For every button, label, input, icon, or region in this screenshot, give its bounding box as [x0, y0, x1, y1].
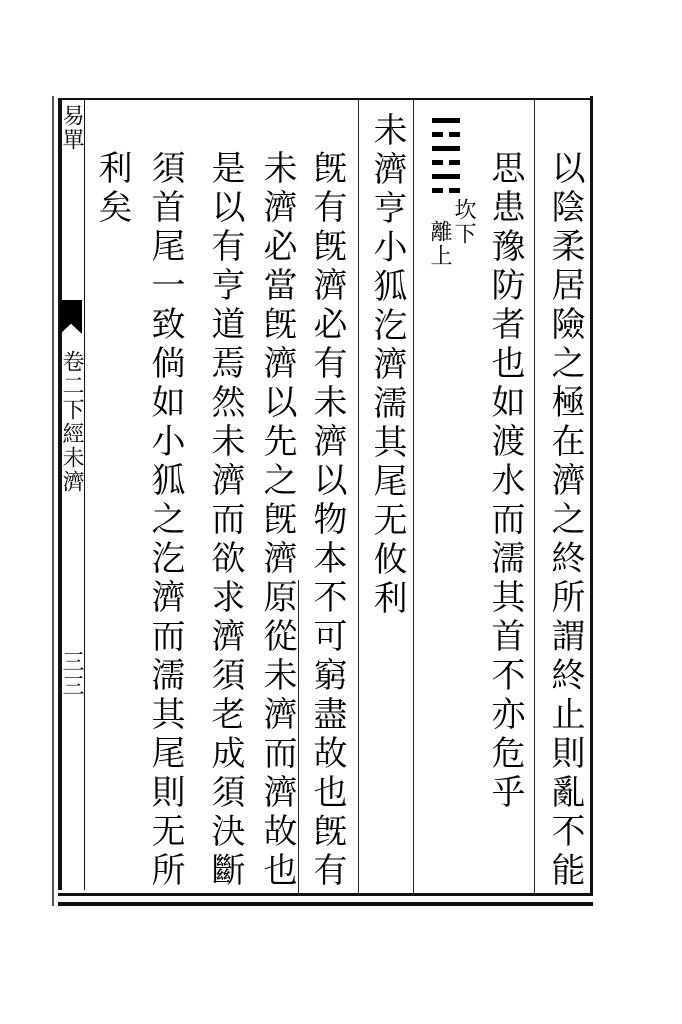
column-separator	[298, 580, 299, 893]
text-column-5: 未濟必當旣濟以先之旣濟原從未濟而濟故也	[257, 150, 297, 891]
text-column-4: 旣有旣濟必有未濟以物本不可窮盡故也旣有	[307, 150, 347, 891]
frame-bottom	[58, 893, 593, 896]
text-column-1: 以陰柔居險之極在濟之終所謂終止則亂不能	[545, 150, 585, 891]
frame-right	[590, 96, 593, 896]
text-column-6: 是以有亨道焉然未濟而欲求濟須老成須決斷	[205, 150, 245, 891]
text-column-2: 思患豫防者也如渡水而濡其首不亦危乎	[485, 150, 525, 813]
margin-top-label: 易單	[59, 104, 84, 152]
column-separator	[358, 100, 359, 893]
margin-page-number: 三三	[59, 650, 84, 698]
hexagram-lower-note: 坎下	[451, 198, 476, 246]
column-separator	[534, 100, 535, 893]
margin-section-label: 卷二下經未濟	[59, 350, 84, 494]
text-column-8: 利矣	[92, 150, 132, 228]
hexagram-upper-note: 離上	[427, 220, 452, 268]
trigram-symbol	[432, 118, 460, 202]
fish-tail-mark	[60, 300, 82, 334]
frame-top	[58, 98, 593, 100]
column-separator	[413, 100, 414, 893]
margin-rule	[52, 96, 54, 906]
frame-outer-bottom	[58, 902, 593, 906]
text-column-7: 須首尾一致倘如小狐之汔濟而濡其尾則无所	[145, 150, 185, 891]
text-column-3: 未濟亨小狐汔濟濡其尾无攸利	[367, 112, 407, 619]
frame-left-inner	[84, 100, 85, 890]
frame-left	[58, 100, 62, 890]
